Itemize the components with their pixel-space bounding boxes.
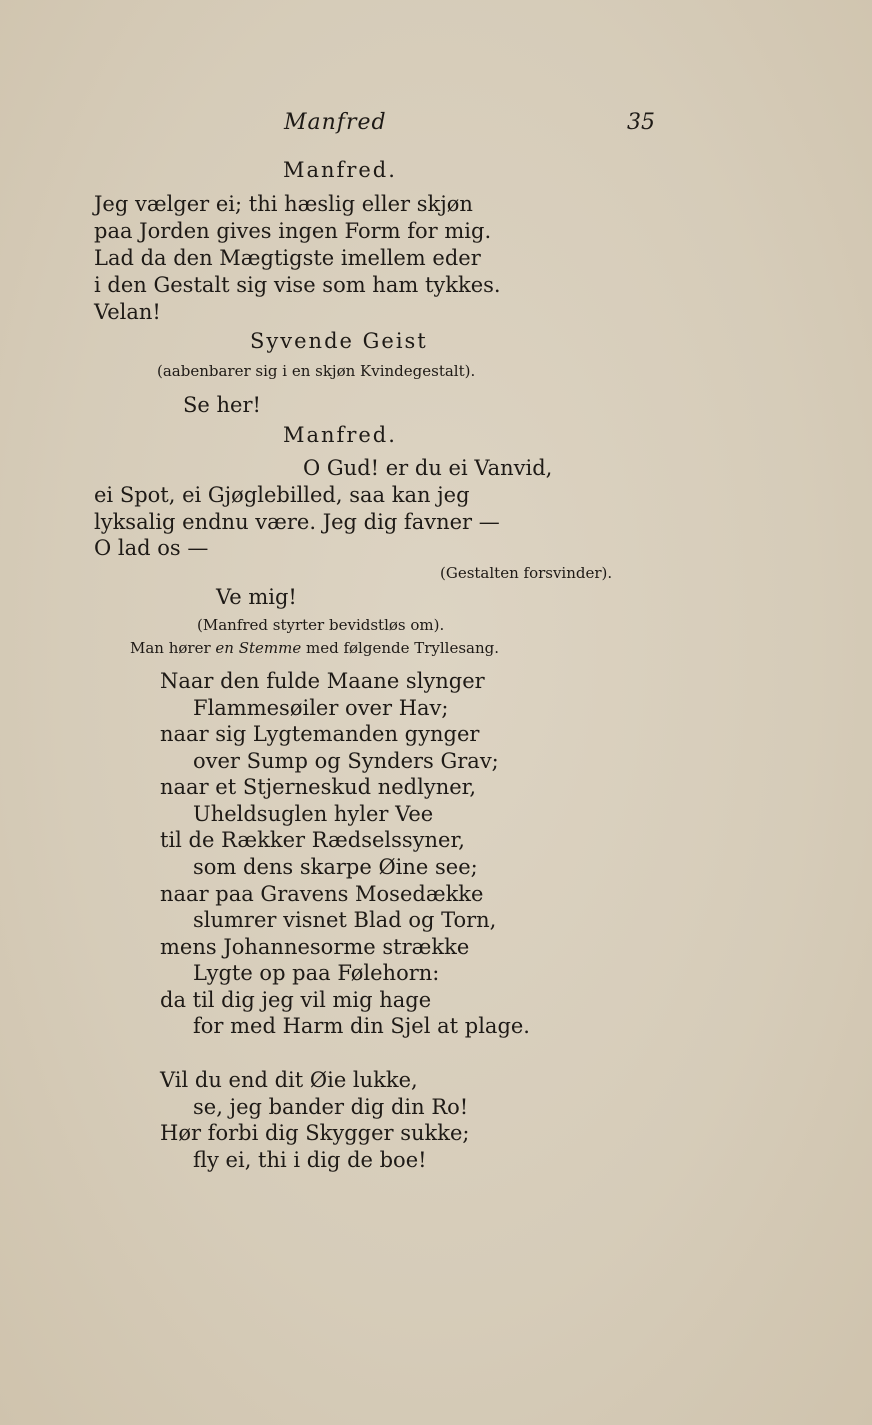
speaker-manfred-1: Manfred. <box>283 158 397 182</box>
verse-line: Jeg vælger ei; thi hæslig eller skjøn <box>94 192 473 216</box>
verse-line: Se her! <box>183 393 261 417</box>
song-line: for med Harm din Sjel at plage. <box>193 1014 530 1038</box>
song-line: fly ei, thi i dig de boe! <box>193 1148 427 1172</box>
song-line: Flammesøiler over Hav; <box>193 696 449 720</box>
stage-direction: Man hører en Stemme med følgende Tryllesang. <box>130 639 500 657</box>
verse-line: O lad os — <box>94 536 209 560</box>
song-line: Hør forbi dig Skygger sukke; <box>160 1121 470 1145</box>
song-line: Naar den fulde Maane slynger <box>160 669 485 693</box>
verse-line: O Gud! er du ei Vanvid, <box>303 456 553 480</box>
speaker-seventh-spirit: Syvende Geist <box>250 329 428 353</box>
speaker-manfred-2: Manfred. <box>283 423 397 447</box>
song-line: slumrer visnet Blad og Torn, <box>193 908 497 932</box>
song-line: naar sig Lygtemanden gynger <box>160 722 480 746</box>
running-head-title: Manfred <box>284 110 387 135</box>
song-line: over Sump og Synders Grav; <box>193 749 499 773</box>
song-line: da til dig jeg vil mig hage <box>160 988 432 1012</box>
verse-line: paa Jorden gives ingen Form for mig. <box>94 219 492 243</box>
song-line: Lygte op paa Følehorn: <box>193 961 440 985</box>
stage-direction: (Gestalten forsvinder). <box>440 564 613 582</box>
verse-line: ei Spot, ei Gjøglebilled, saa kan jeg <box>94 483 470 507</box>
stage-direction: (aabenbarer sig i en skjøn Kvindegestalt). <box>157 362 476 380</box>
verse-line: Velan! <box>94 300 161 324</box>
page-number: 35 <box>627 110 655 135</box>
song-line: mens Johannesorme strække <box>160 935 470 959</box>
verse-line: Ve mig! <box>216 585 297 609</box>
stage-direction: (Manfred styrter bevidstløs om). <box>197 616 445 634</box>
song-line: naar paa Gravens Mosedække <box>160 882 484 906</box>
song-line: se, jeg bander dig din Ro! <box>193 1095 469 1119</box>
song-line: Uheldsuglen hyler Vee <box>193 802 434 826</box>
verse-line: i den Gestalt sig vise som ham tykkes. <box>94 273 501 297</box>
verse-line: Lad da den Mægtigste imellem eder <box>94 246 481 270</box>
verse-line: lyksalig endnu være. Jeg dig favner — <box>94 510 500 534</box>
song-line: Vil du end dit Øie lukke, <box>160 1068 418 1092</box>
song-line: som dens skarpe Øine see; <box>193 855 478 879</box>
song-line: naar et Stjerneskud nedlyner, <box>160 775 477 799</box>
song-line: til de Rækker Rædselssyner, <box>160 828 465 852</box>
